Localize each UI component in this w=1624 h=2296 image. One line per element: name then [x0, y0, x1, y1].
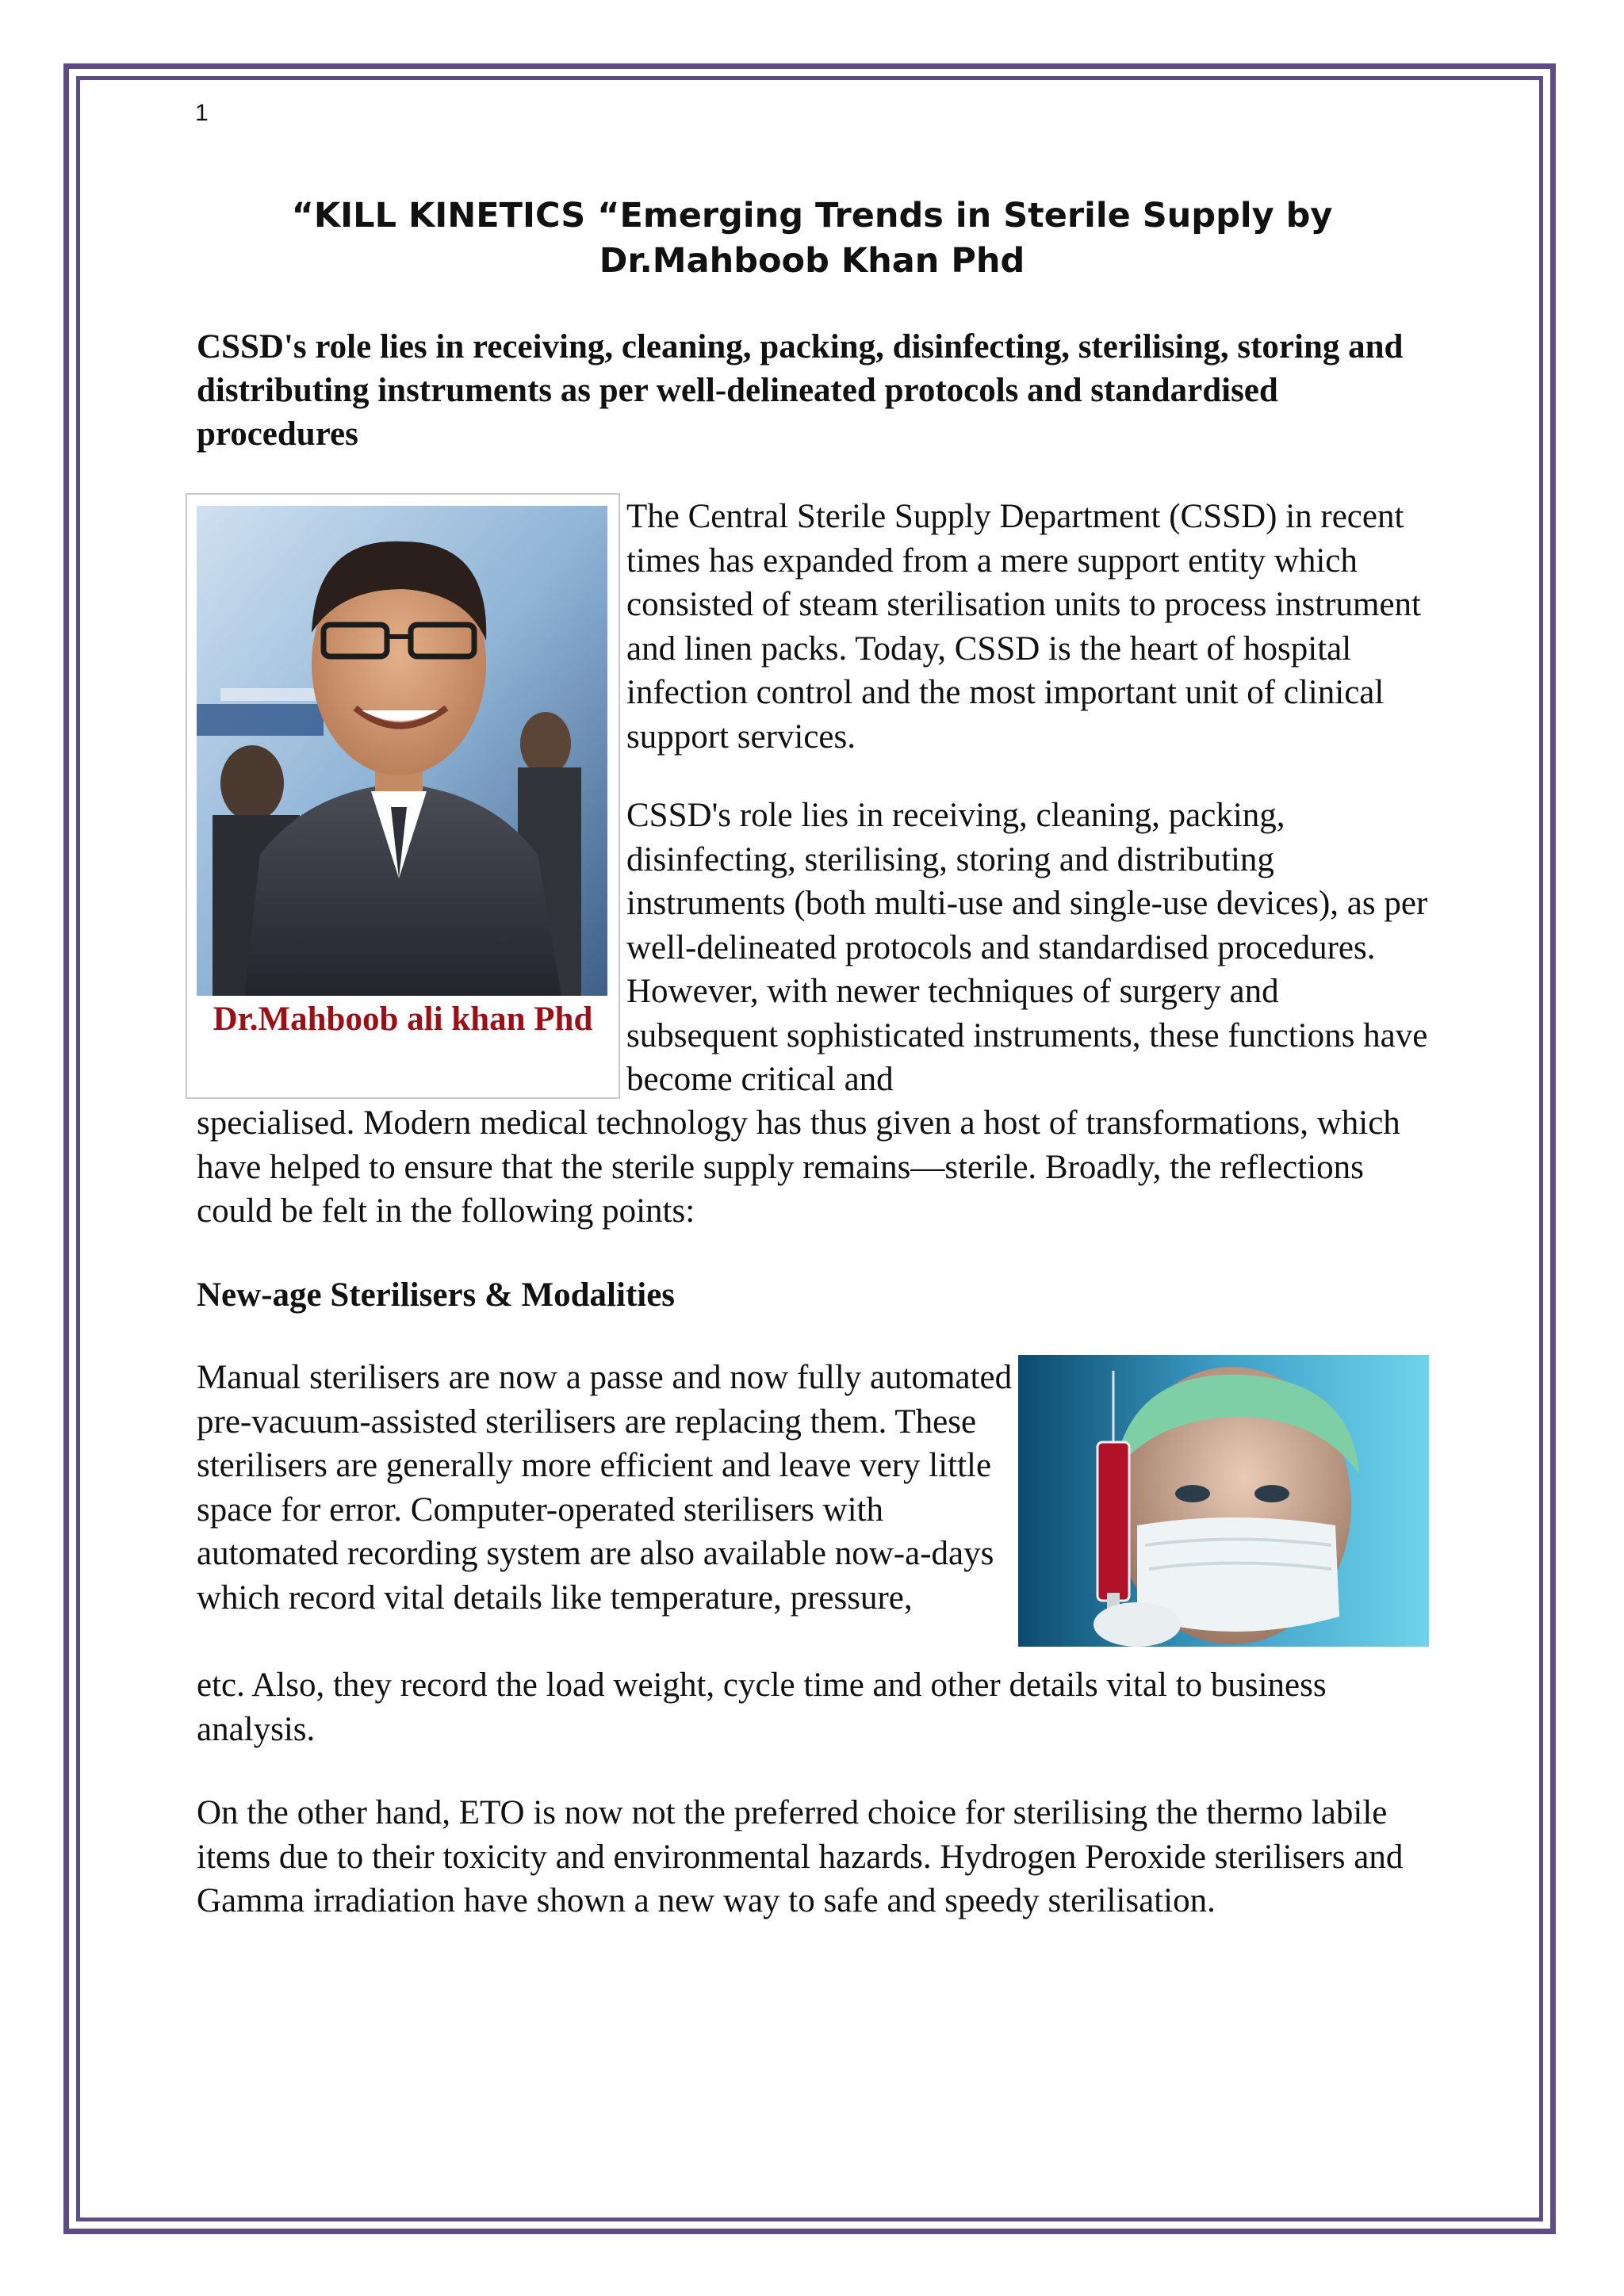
paragraph-3-continued: etc. Also, they record the load weight, cycle time and other details vital to business analysis. [197, 1667, 1327, 1748]
paragraph-1: The Central Sterile Supply Department (CSSD) in recent times has expanded from a mere support entity which consisted of steam sterilisation units to process instrument and linen packs. Today, CSSD is the heart of hospital infection control and the most important unit of clinical support services. [626, 498, 1421, 756]
paragraph-3: Manual sterilisers are now a passe and now fully automated pre-vacuum-assisted sterilisers are replacing them. These sterilisers are generally more efficient and leave very little space for error. Computer-operated sterilisers with automated recording system are also available now-a-days which record vital details like temperature, pressure, [197, 1359, 1013, 1617]
portrait-icon [197, 506, 607, 996]
article-title: “KILL KINETICS “Emerging Trends in Sterile Supply by Dr.Mahboob Khan Phd [291, 196, 1333, 281]
author-photo-box [186, 493, 620, 1099]
paragraph-2-continued: specialised. Modern medical technology has thus given a host of transformations, which have helped to ensure that the sterile supply remains—sterile. Broadly, the reflections could be felt in the following points: [197, 1104, 1400, 1230]
page-number: 1 [195, 100, 209, 126]
portrait-caption: Dr.Mahboob ali khan Phd [213, 1001, 593, 1038]
portrait-photo [197, 506, 607, 996]
paragraph-4: On the other hand, ETO is now not the preferred choice for sterilising the thermo labile items due to their toxicity and environmental hazards. Hydrogen Peroxide sterilisers and Gamma irradiation have shown a new way to safe and speedy sterilisation. [197, 1794, 1404, 1919]
surgeon-syringe-photo-icon [1018, 1355, 1429, 1647]
surgeon-photo [1018, 1355, 1429, 1647]
section-heading: New-age Sterilisers & Modalities [197, 1276, 676, 1314]
paragraph-2: CSSD's role lies in receiving, cleaning, packing, disinfecting, sterilising, storing and distributing instruments (both multi-use and single-use devices), as per well-delineated protocols and standardised procedures. However, with newer techniques of surgery and subsequent sophisticated instruments, these functions have become critical and [626, 797, 1428, 1098]
article-lead: CSSD's role lies in receiving, cleaning, packing, disinfecting, sterilising, storing and distributing instruments as per well-delineated protocols and standardised procedures [197, 328, 1404, 453]
